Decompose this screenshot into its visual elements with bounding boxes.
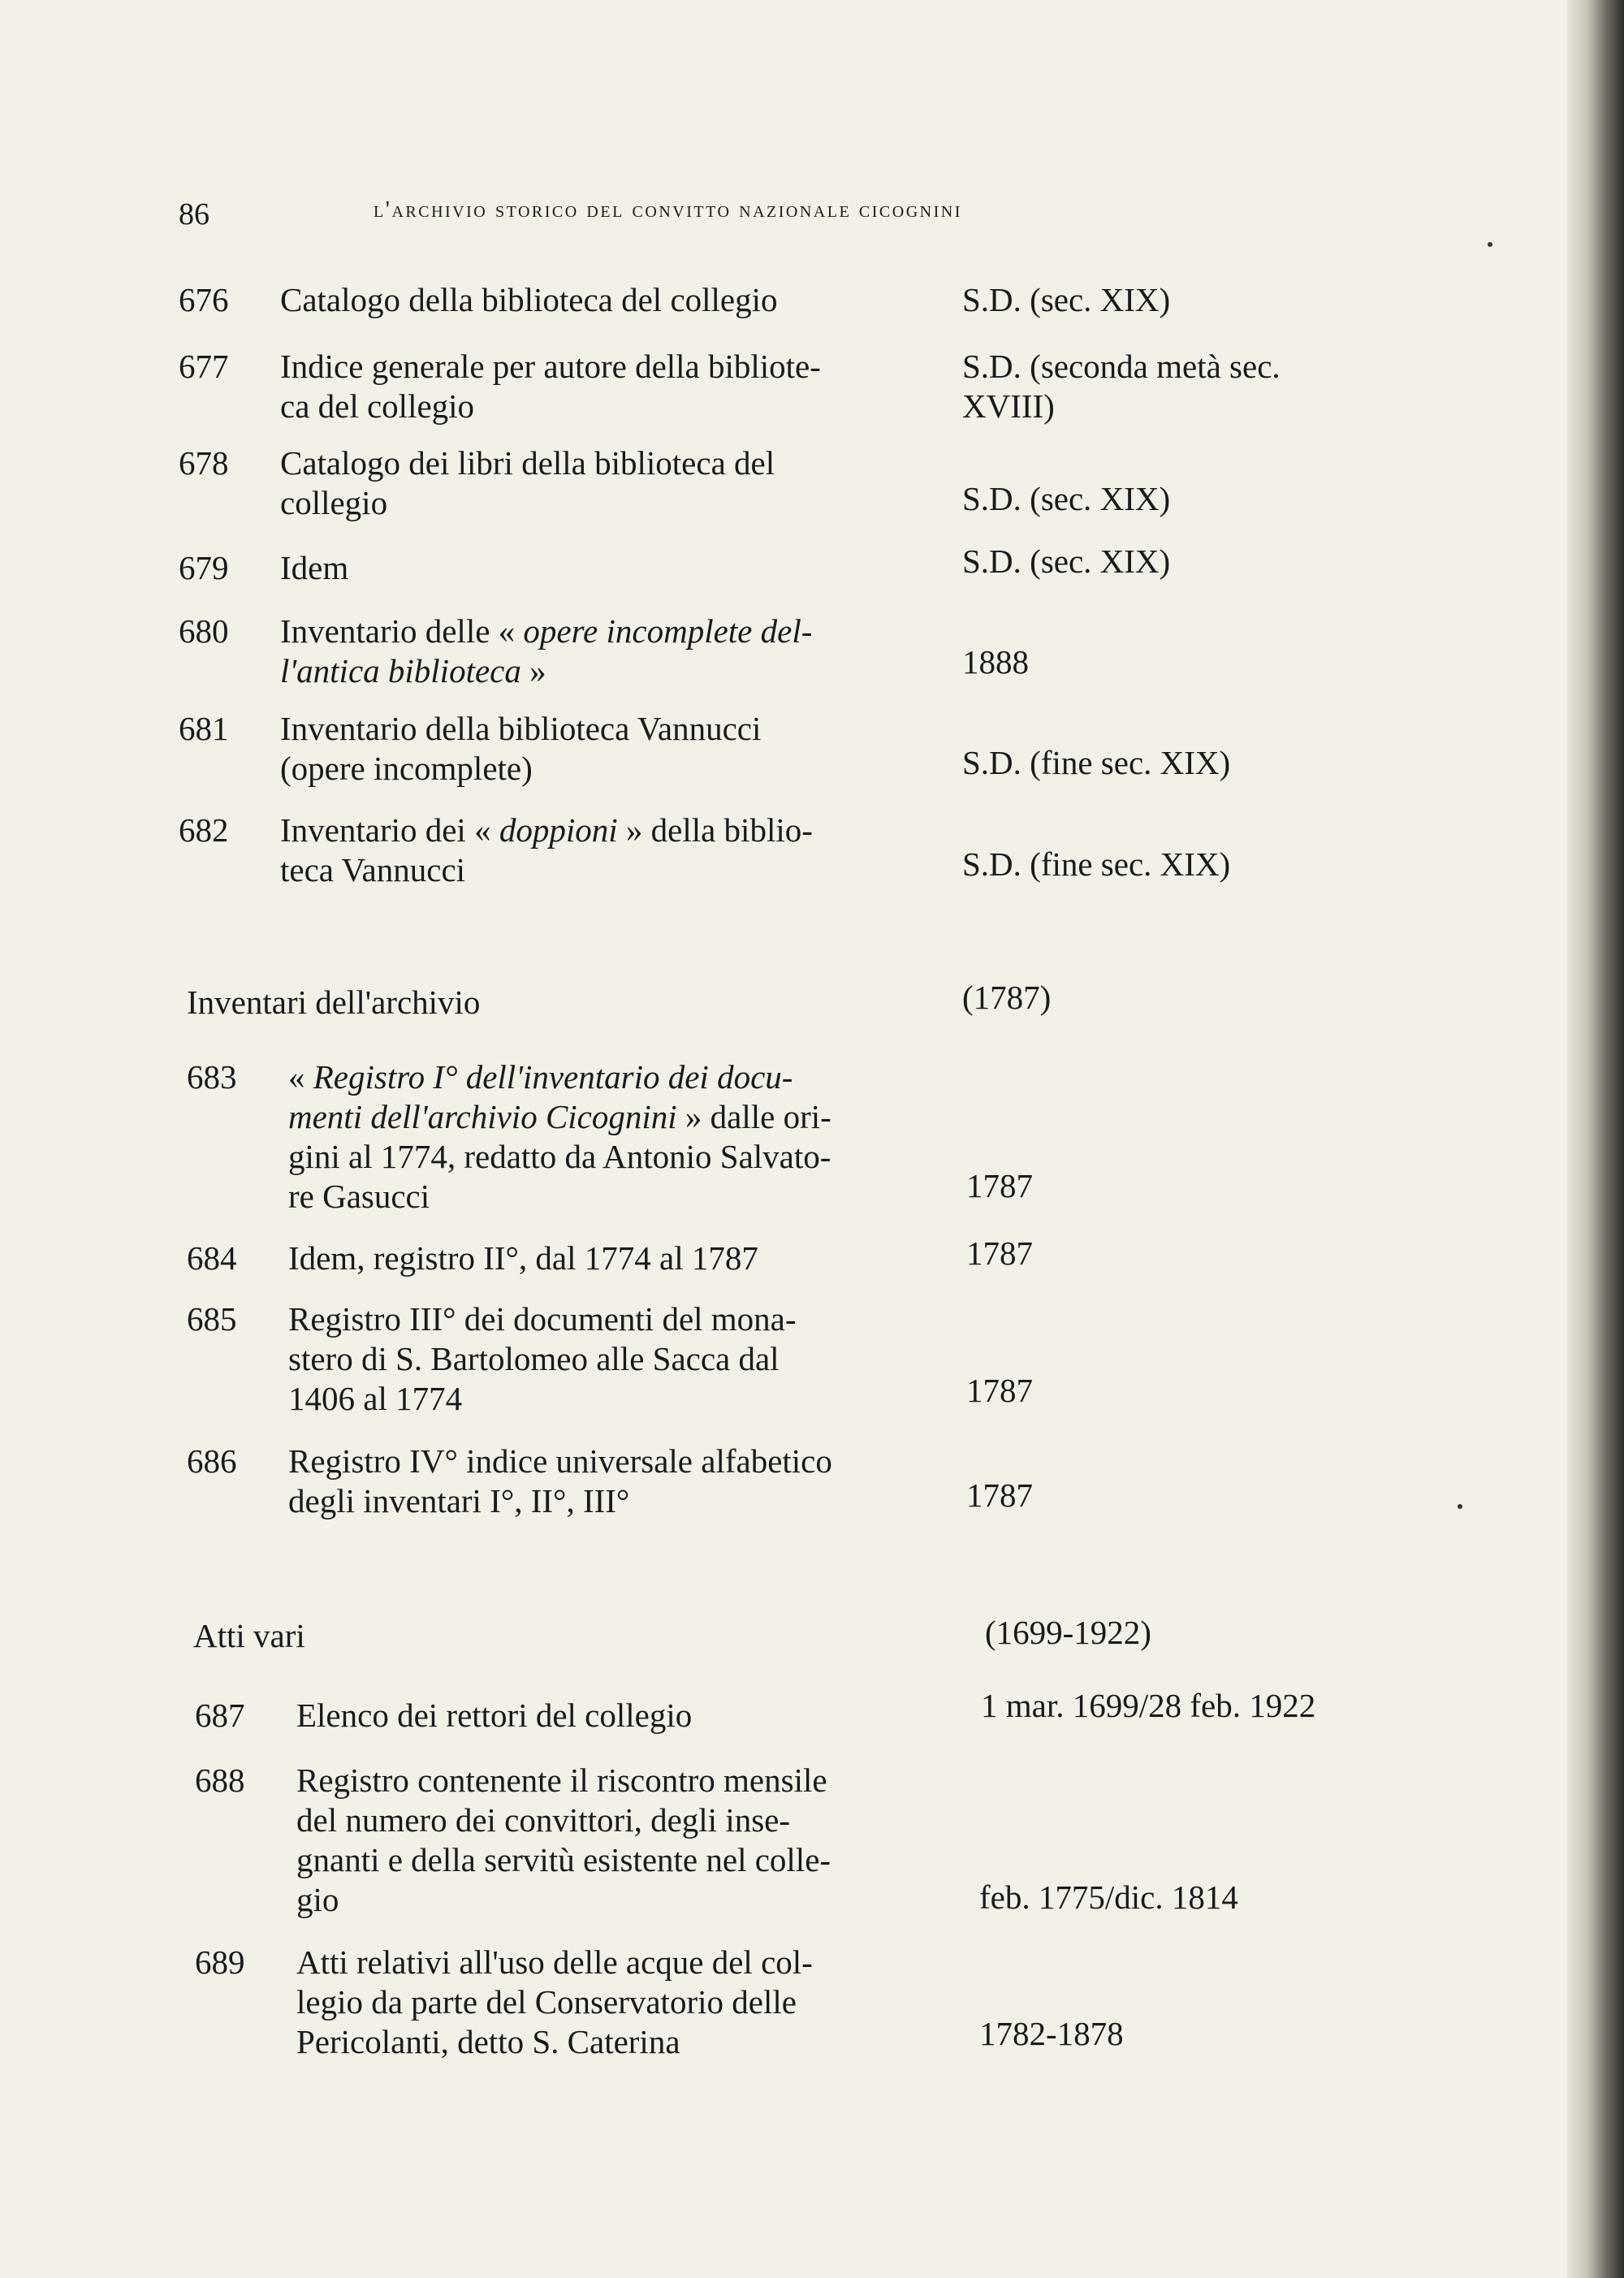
entry-date: S.D. (seconda metà sec. XVIII) xyxy=(962,348,1281,425)
entry-description: « Registro I° dell'inventario dei docu- menti dell'archivio Cicognini » dalle ori- gini al 1774, redatto da Antonio Salvato- re Gasucci xyxy=(288,1058,831,1215)
entry-date: 1888 xyxy=(962,643,1029,681)
section-title: Atti vari xyxy=(193,1617,305,1654)
entry-description: Idem xyxy=(280,549,349,586)
entry-description: Idem, registro II°, dal 1774 al 1787 xyxy=(288,1239,758,1277)
entry-number: 683 xyxy=(187,1058,237,1096)
entry-description: Inventario delle « opere incomplete del- l'antica biblioteca » xyxy=(280,612,813,689)
entry-number: 689 xyxy=(195,1943,245,1981)
page-header xyxy=(179,197,1202,237)
entry-number: 678 xyxy=(179,444,229,482)
entry-number: 680 xyxy=(179,612,229,650)
running-title: l'archivio storico del convitto nazionale cicognini xyxy=(374,197,962,223)
entry-description: Catalogo dei libri della biblioteca del collegio xyxy=(280,444,775,521)
entry-description: Registro III° dei documenti del mona- stero di S. Bartolomeo alle Sacca dal 1406 al 1774 xyxy=(288,1300,797,1417)
entry-date: S.D. (sec. XIX) xyxy=(962,281,1171,318)
entry-date: S.D. (sec. XIX) xyxy=(962,480,1171,517)
entry-number: 684 xyxy=(187,1239,237,1277)
entry-date: 1787 xyxy=(966,1372,1033,1409)
entry-number: 676 xyxy=(179,281,229,318)
entry-description: Inventario della biblioteca Vannucci (opere incomplete) xyxy=(280,710,762,787)
entry-number: 685 xyxy=(187,1300,237,1338)
entry-date: 1787 xyxy=(966,1234,1033,1272)
entry-description: Registro IV° indice universale alfabetico degli inventari I°, II°, III° xyxy=(288,1442,832,1519)
paper-speck xyxy=(1488,242,1492,247)
entry-number: 677 xyxy=(179,348,229,385)
entry-description: Catalogo della biblioteca del collegio xyxy=(280,281,778,318)
entry-number: 686 xyxy=(187,1442,237,1480)
entry-number: 681 xyxy=(179,710,229,747)
entry-description: Registro contenente il riscontro mensile del numero dei convittori, degli inse- gnanti e della servitù esistente nel colle- gio xyxy=(296,1761,831,1918)
entry-number: 682 xyxy=(179,811,229,849)
entry-date: 1 mar. 1699/28 feb. 1922 xyxy=(981,1687,1316,1724)
entry-number: 679 xyxy=(179,549,229,586)
section-date: (1787) xyxy=(962,979,1052,1016)
entry-date: S.D. (fine sec. XIX) xyxy=(962,845,1231,883)
entry-description: Elenco dei rettori del collegio xyxy=(296,1697,693,1734)
section-date: (1699-1922) xyxy=(985,1614,1151,1651)
entry-date: 1787 xyxy=(966,1476,1033,1514)
book-gutter-shadow xyxy=(1567,0,1624,2278)
entry-description: Inventario dei « doppioni » della biblio- teca Vannucci xyxy=(280,811,813,888)
section-heading-atti xyxy=(193,1616,1444,1656)
entry-date: feb. 1775/dic. 1814 xyxy=(979,1878,1238,1916)
entry-date: S.D. (sec. XIX) xyxy=(962,542,1171,580)
entry-number: 688 xyxy=(195,1761,245,1799)
page-number: 86 xyxy=(179,197,209,231)
entry-date: 1782-1878 xyxy=(979,2015,1124,2052)
entry-description: Indice generale per autore della bibliote- ca del collegio xyxy=(280,348,821,425)
entry-number: 687 xyxy=(195,1697,245,1734)
entry-date: 1787 xyxy=(966,1167,1033,1204)
section-heading-archivio xyxy=(187,979,1437,1022)
entry-date: S.D. (fine sec. XIX) xyxy=(962,744,1231,781)
entry-description: Atti relativi all'uso delle acque del col- legio da parte del Conservatorio delle Pericolanti, detto S. Caterina xyxy=(296,1943,813,2060)
paper-speck xyxy=(1458,1504,1462,1509)
section-title: Inventari dell'archivio xyxy=(187,983,481,1021)
